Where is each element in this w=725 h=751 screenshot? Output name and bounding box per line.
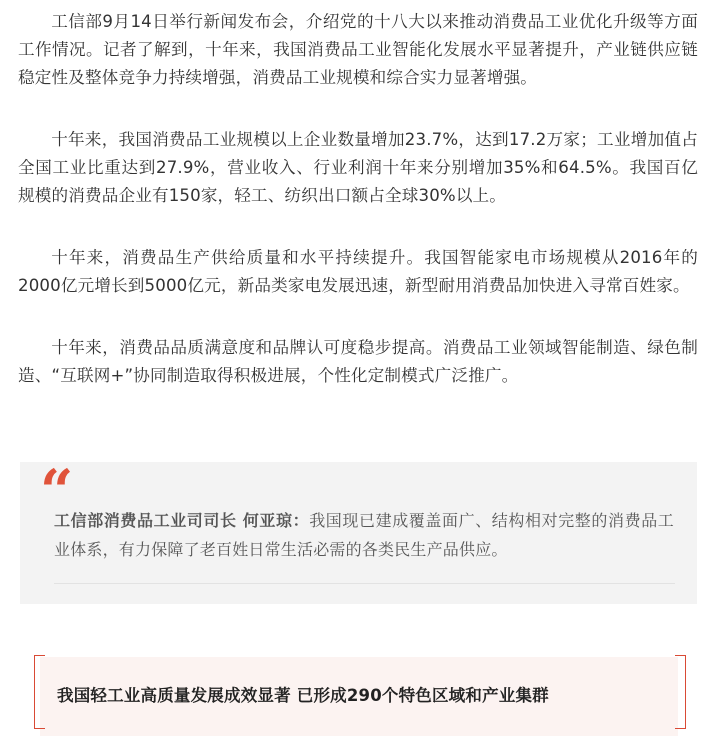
quote-mark-icon: “ bbox=[40, 457, 74, 525]
paragraph-1: 工信部9月14日举行新闻发布会，介绍党的十八大以来推动消费品工业优化升级等方面工作情况。记者了解到，十年来，我国消费品工业智能化发展水平显著提升，产业链供应链稳定性及整体竞争力持续增强，消费品工业规模和综合实力显著增强。 bbox=[18, 12, 698, 87]
quote-divider bbox=[54, 583, 675, 584]
related-headline-link[interactable]: 我国轻工业高质量发展成效显著 已形成290个特色区域和产业集群 bbox=[57, 686, 549, 705]
article-body bbox=[18, 8, 698, 424]
headline-bracket-left bbox=[34, 655, 45, 729]
quote-text bbox=[54, 506, 674, 564]
quote-body: 我国现已建成覆盖面广、结构相对完整的消费品工业体系，有力保障了老百姓日常生活必需的各类民生产品供应。 bbox=[54, 511, 674, 559]
paragraph-2: 十年来，我国消费品工业规模以上企业数量增加23.7%，达到17.2万家；工业增加值占全国工业比重达到27.9%，营业收入、行业利润十年来分别增加35%和64.5%。我国百亿规模的消费品企业有150家，轻工、纺织出口额占全球30%以上。 bbox=[18, 130, 698, 205]
paragraph-4: 十年来，消费品品质满意度和品牌认可度稳步提高。消费品工业领域智能制造、绿色制造、“互联网+”协同制造取得积极进展，个性化定制模式广泛推广。 bbox=[18, 338, 698, 385]
quote-box bbox=[20, 457, 697, 604]
headline-bracket-right bbox=[675, 655, 686, 729]
paragraph-3: 十年来，消费品生产供给质量和水平持续提升。我国智能家电市场规模从2016年的2000亿元增长到5000亿元，新品类家电发展迅速，新型耐用消费品加快进入寻常百姓家。 bbox=[18, 248, 698, 295]
quote-speaker: 工信部消费品工业司司长 何亚琼： bbox=[54, 511, 310, 530]
